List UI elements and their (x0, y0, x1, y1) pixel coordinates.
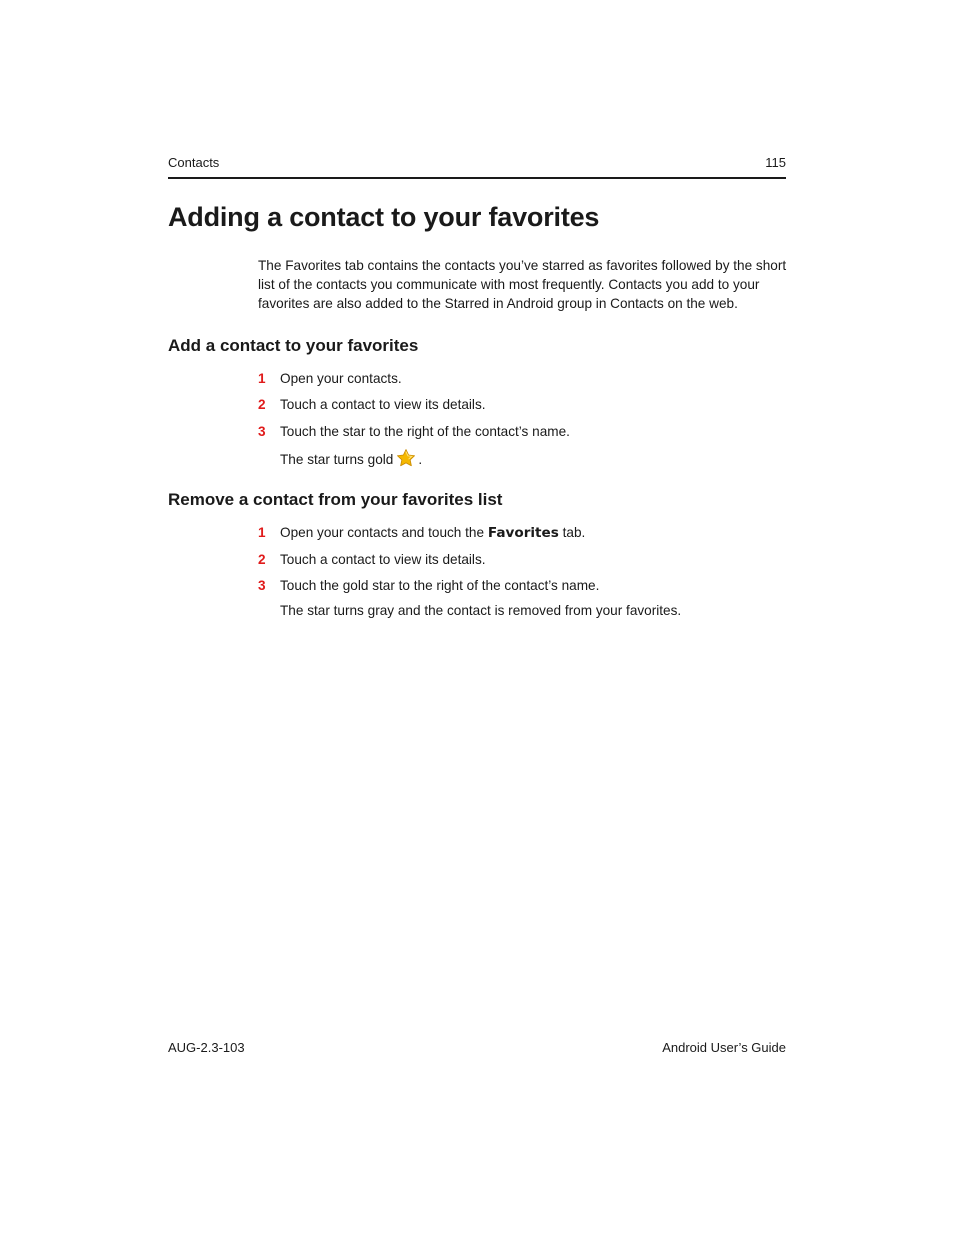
add-step-3 (258, 423, 570, 441)
step-number: 2 (258, 552, 266, 567)
add-result (280, 448, 422, 469)
remove-step-1 (258, 524, 585, 542)
page-title: Adding a contact to your favorites (168, 202, 600, 232)
step-number: 3 (258, 424, 266, 439)
step-text: Touch the star to the right of the contact’s name. (280, 424, 570, 439)
step-text: Open your contacts and touch the (280, 525, 485, 540)
step-text: Open your contacts. (280, 371, 402, 386)
footer-guide-title: Android User’s Guide (662, 1040, 786, 1055)
step-text: Touch a contact to view its details. (280, 552, 486, 567)
page-header (168, 155, 786, 179)
favorites-tab-label: Favorites (487, 525, 559, 541)
step-number: 1 (258, 525, 266, 540)
step-number: 2 (258, 397, 266, 412)
add-section-heading: Add a contact to your favorites (168, 336, 419, 355)
step-text-after: tab. (562, 525, 586, 540)
add-step-1 (258, 370, 402, 388)
step-number: 1 (258, 371, 266, 386)
footer-doc-code: AUG-2.3-103 (168, 1040, 245, 1055)
step-number: 3 (258, 578, 266, 593)
header-page-number: 115 (765, 155, 786, 170)
result-text: The star turns gold (280, 452, 394, 467)
step-text: Touch a contact to view its details. (280, 397, 486, 412)
gold-star-icon (396, 448, 416, 468)
result-suffix: . (418, 452, 423, 467)
header-section-name: Contacts (168, 155, 220, 170)
remove-step-2 (258, 551, 486, 569)
add-step-2 (258, 396, 486, 414)
step-text: Touch the gold star to the right of the contact’s name. (280, 578, 600, 593)
remove-step-3 (258, 577, 599, 595)
intro-paragraph: The Favorites tab contains the contacts you’ve starred as favorites followed by the short list of the contacts you communicate with most frequently. Contacts you add to your favorites are also added to the Starred in Android group in Contacts on the web. (258, 258, 787, 311)
remove-section-heading: Remove a contact from your favorites list (168, 490, 503, 509)
remove-result: The star turns gray and the contact is removed from your favorites. (280, 603, 682, 618)
